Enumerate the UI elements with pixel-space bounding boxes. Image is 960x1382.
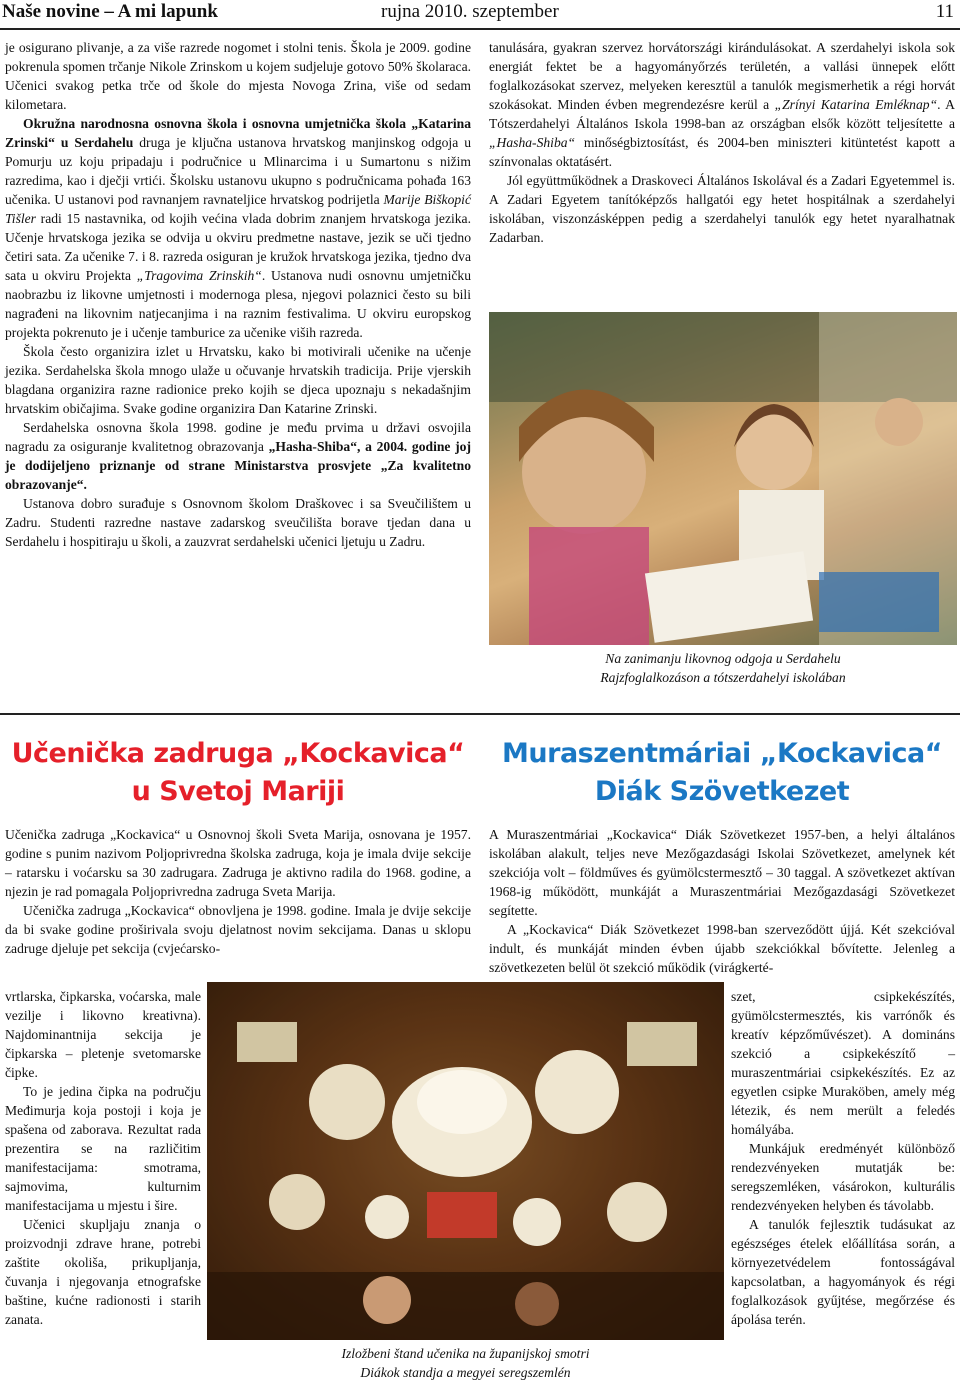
paragraph: Ustanova dobro surađuje s Osnovnom školom Draškovec i sa Sveučilištem u Zadru. Studenti razredne nastave zadarskog sveučilišta borave tjedan dana u Serdahelu i hospitiraju u školi, a zauzvrat serdahelski učenici ljetuju u Zadru. bbox=[5, 496, 471, 549]
article-top-left bbox=[5, 38, 471, 551]
paragraph: Učenička zadruga „Kockavica“ u Osnovnoj školi Sveta Marija, osnovana je 1957. godine s punim nazivom Poljoprivredna školska zadruga, koja je imala dvije sekcije – ratarsku i voćarsku sa 30 zadrugara. Zadruga je aktivno radila do 1968. godine, a njezin je rad pomagala Poljoprivredna zadruga Sveta Marija. bbox=[5, 827, 471, 899]
paragraph: To je jedina čipka na području Međimurja koja postoji i koja je spašena od zaborava. Rezultat rada prezentira se na različitim manifestacijama: smotrama, sajmovima, kulturnim manifestacijama u mjestu i šire. bbox=[5, 1084, 201, 1213]
event-name: „Zrínyi Katarina Emléknap“ bbox=[774, 97, 938, 112]
page-header bbox=[0, 0, 960, 30]
paragraph: A tanulók fejlesztik tudásukat az egészséges ételek előállítása során, a környezetvédelem fontosságával kapcsolatban, a hagyományok és régi foglalkozások gyűjtése, megőrzése és ápolása terén. bbox=[731, 1217, 955, 1327]
issue-date: rujna 2010. szeptember bbox=[381, 1, 559, 22]
photo-lace-exhibition-illustration bbox=[207, 982, 724, 1340]
title-line: u Svetoj Mariji bbox=[131, 776, 345, 807]
photo-art-class-illustration bbox=[489, 312, 957, 645]
paragraph: A „Kockavica“ Diák Szövetkezet 1998-ban szerveződött újjá. Két szekcióval indult, és munkáját minden évben újabb szekciókkal bővítette. Jelenleg a szövetkezeten belül öt szekció működik (virágkerté- bbox=[489, 922, 955, 975]
paragraph bbox=[5, 418, 471, 494]
photo-art-class bbox=[489, 312, 957, 645]
text-run: Serdahelska osnovna škola 1998. godine je među prvima u državi osvojila nagradu za osiguranje kvalitetnog obrazovanja bbox=[5, 420, 471, 454]
title-line: Muraszentmáriai „Kockavica“ bbox=[502, 738, 942, 769]
paragraph: vrtlarska, čipkarska, voćarska, male vezilje i likovno kreativna). Najdominantnija sekcija je čipkarska – pletenje svetomarske čipke. bbox=[5, 989, 201, 1080]
caption-line-hungarian: Diákok standja a megyei seregszemlén bbox=[360, 1365, 571, 1380]
photo-lace-exhibition bbox=[207, 982, 724, 1340]
caption-line-croatian: Na zanimanju likovnog odgoja u Serdahelu bbox=[605, 651, 841, 666]
award-name: „Hasha-Shiba“ bbox=[489, 135, 576, 150]
text-run: tanulására, gyakran szervez horvátországi kirándulásokat. A szerdahelyi iskola sok energiát fektet be a hagyományőrzés területén, a vallási ünnepek előtt foglalkozásokat szervez, melyeken keresztül a tanulók megismerhetik a régi horvát szokásokat. Minden évben megrendezésre kerül a bbox=[489, 40, 955, 112]
paragraph bbox=[5, 114, 471, 342]
section-divider bbox=[0, 713, 960, 715]
caption-lace-exhibition bbox=[207, 1344, 724, 1382]
article-bottom-right-narrow bbox=[731, 987, 955, 1329]
paragraph: szet, csipkekészítés, gyümölcstermesztés, kis varrónők és kreatív képzőművészet). A domináns szekció a csipkekészítő – muraszentmáriai csipkekészítés. Ez az egyetlen csipke Muraköben, amely még létezik, és nem merült a feledés homályába. bbox=[731, 989, 955, 1137]
bold-lead: Okružna narodnosna osnovna škola i osnovna umjetnička škola „Katarina Zrinski“ u Serdahelu bbox=[5, 116, 471, 150]
text-run: druga je ključna ustanova hrvatskog manjinskog odgoja u Pomurju uz koju pripadaju i područnice u Mlinarcima i u Sumartonu s nižim razredima, kao i dječji vrtići. Školsku ustanovu ukupno s područnicama pohađa 163 učenika. U ustanovi pod ravnanjem ravnateljice hrvatskog podrijetla bbox=[5, 135, 471, 207]
paragraph: Učenici skupljaju znanja o proizvodnji zdrave hrane, potrebi zaštite okoliša, prikupljanja, čuvanja i njegovanja etnografske baštine, kućne radionosti i starih zanata. bbox=[5, 1217, 201, 1327]
text-run: . Ustanova nudi osnovnu umjetničku naobrazbu iz likovne umjetnosti i modernoga plesa, njegovi polaznici često su bili nagrađeni na likovnim natjecanjima i na raznim festivalima. U okviru europskog projekta pokrenuto je i učenje tamburice za učenike viših razreda. bbox=[5, 268, 471, 340]
article-bottom-right-lead bbox=[489, 825, 955, 977]
paragraph: Munkájuk eredményét különböző rendezvényeken mutatják be: seregszemléken, vásárokon, kulturális rendezvényeken helyben és távolabb. bbox=[731, 1141, 955, 1213]
paragraph: je osigurano plivanje, a za više razrede nogomet i stolni tenis. Škola je 2009. godine pokrenula spomen trčanje Nikole Zrinskom u kojem sudjeluje gotovo 50% školaraca. Učenici svakog petka trče od škole do mjesta Novoga Zrina, više od sedam kilometara. bbox=[5, 40, 471, 112]
caption-line-croatian: Izložbeni štand učenika na županijskoj smotri bbox=[341, 1346, 590, 1361]
article-title-hungarian bbox=[489, 735, 955, 811]
project-name: „Tragovima Zrinskih“ bbox=[136, 268, 262, 283]
article-top-right bbox=[489, 38, 955, 247]
article-title-croatian bbox=[5, 735, 471, 811]
paragraph: Učenička zadruga „Kockavica“ obnovljena je 1998. godine. Imala je dvije sekcije da bi svake godine proširivala svoju djelatnost novim sekcijama. Danas u sklopu zadruge djeluje pet sekcija (cvjećarsko- bbox=[5, 903, 471, 956]
article-bottom-left-lead bbox=[5, 825, 471, 958]
text-run: minőségbiztosítást, és 2004-ben miniszteri kitüntetést kapott a színvonalas oktatásért. bbox=[489, 135, 955, 169]
text-run: . A Tótszerdahelyi Általános Iskola 1998-ban az országban elsők között teljesítette a bbox=[489, 97, 955, 131]
bold-award: „Hasha-Shiba“, a 2004. godine joj je dodijeljeno priznanje od strane Ministarstva prosvjete „Za kvalitetno obrazovanje“. bbox=[5, 439, 471, 492]
article-bottom-left-narrow bbox=[5, 987, 201, 1329]
caption-art-class bbox=[489, 649, 957, 687]
page-number: 11 bbox=[935, 1, 954, 22]
paragraph: Škola često organizira izlet u Hrvatsku, kako bi motivirali učenike na učenje jezika. Serdahelska škola mnogo ulaže u očuvanje hrvatskih tradicija. Prije vjerskih blagdana organizira razne radionice preko kojih se djeca upoznaju s nekadašnjim hrvatskim običajima. Svake godine organizira Dan Katarine Zrinski. bbox=[5, 344, 471, 416]
person-name: Marije Biškopić Tišler bbox=[5, 192, 471, 226]
title-line: Diák Szövetkezet bbox=[594, 776, 850, 807]
paragraph: Jól együttműködnek a Draskoveci Általános Iskolával és a Zadari Egyetemmel is. A Zadari Egyetem tanítóképzős hallgatói egy hetet hospitálnak a szerdahelyi iskolában, viszonzásképpen pedig a szerdahelyi tanulók egy hetet nyaralhatnak Zadarban. bbox=[489, 173, 955, 245]
paragraph: A Muraszentmáriai „Kockavica“ Diák Szövetkezet 1957-ben, a helyi általános iskolában alakult, teljes neve Mezőgazdasági Iskolai Szövetkezet, amelynek két szekciója volt – földműves és gyümölcstermesztő – 30 taggal. A szövetkezet aktívan 1968-ig működött, munkáját a Muraszentmáriai Mezőgazdasági Szövetkezet segítette. bbox=[489, 827, 955, 918]
title-line: Učenička zadruga „Kockavica“ bbox=[11, 738, 465, 769]
caption-line-hungarian: Rajzfoglalkozáson a tótszerdahelyi iskolában bbox=[600, 670, 846, 685]
publication-title: Naše novine – A mi lapunk bbox=[2, 1, 218, 22]
text-run: radi 15 nastavnika, od kojih većina vlada dobrim znanjem hrvatskoga jezika. Učenje hrvatskoga jezika se odvija u okviru predmetne nastave, jezik se uči tjedno četiri sata. Za učenike 7. i 8. razreda osiguran je kružok hrvatskoga jezika, tjedno dva sata u okviru Projekta bbox=[5, 211, 471, 283]
paragraph bbox=[489, 38, 955, 171]
